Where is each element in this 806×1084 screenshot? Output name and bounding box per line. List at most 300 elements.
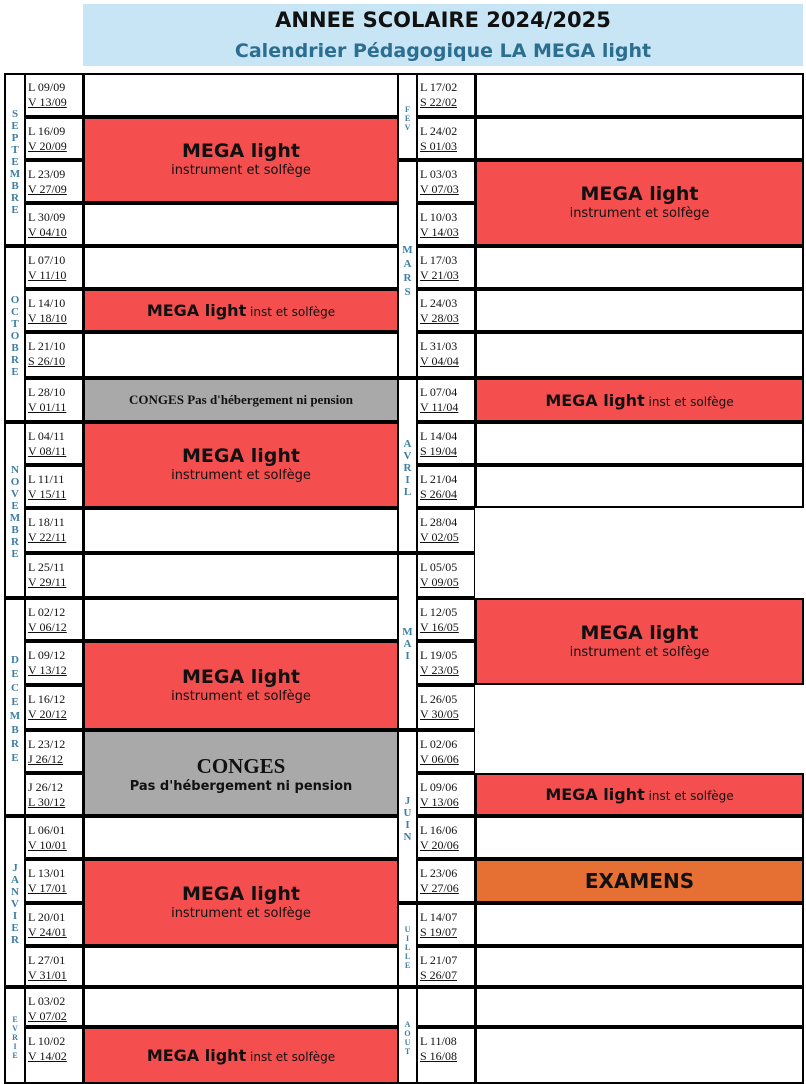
mega-light-block bbox=[475, 160, 804, 246]
month-letter: M bbox=[402, 244, 413, 256]
month-letter: R bbox=[11, 536, 19, 548]
month-letter: F bbox=[405, 105, 410, 114]
month-letter: E bbox=[11, 119, 19, 132]
week-cell-right bbox=[417, 946, 476, 987]
month-left-octobre bbox=[4, 246, 26, 422]
week-cell-left bbox=[25, 553, 84, 598]
month-letter: E bbox=[11, 203, 19, 216]
empty-cell bbox=[475, 946, 804, 987]
month-right-fevrier bbox=[397, 73, 418, 160]
page-title: ANNEE SCOLAIRE 2024/2025 bbox=[275, 8, 611, 32]
month-letter: U bbox=[403, 806, 412, 819]
month-letters bbox=[6, 294, 24, 378]
week-start: L 02/06 bbox=[420, 737, 458, 751]
mega-light-title: MEGA light bbox=[580, 183, 699, 205]
month-letter: A bbox=[403, 637, 412, 650]
month-letter: S bbox=[404, 286, 411, 298]
week-cell-left bbox=[25, 816, 84, 859]
empty-cell bbox=[475, 332, 804, 378]
week-end: V 27/09 bbox=[28, 182, 67, 196]
week-start: L 17/03 bbox=[420, 253, 458, 267]
empty-cell bbox=[83, 73, 399, 117]
mega-light-short-label bbox=[147, 301, 335, 320]
week-start: L 14/10 bbox=[28, 296, 66, 310]
week-cell-left bbox=[25, 598, 84, 641]
mega-light-title: MEGA light bbox=[181, 882, 301, 905]
month-letter: R bbox=[403, 461, 412, 474]
week-start: L 23/06 bbox=[420, 866, 458, 880]
week-end: V 06/12 bbox=[28, 620, 67, 634]
month-letter: B bbox=[11, 342, 19, 354]
month-letter: E bbox=[11, 752, 19, 764]
month-letter: L bbox=[404, 951, 411, 961]
month-left-novembre bbox=[4, 422, 26, 598]
month-letter: M bbox=[9, 710, 21, 722]
month-letter: O bbox=[10, 294, 20, 306]
week-end: J 26/12 bbox=[28, 752, 64, 766]
week-start: L 21/04 bbox=[420, 472, 458, 486]
week-end: S 26/10 bbox=[28, 354, 66, 368]
week-cell-left bbox=[25, 422, 84, 465]
week-start: L 11/11 bbox=[28, 472, 65, 486]
month-letter: C bbox=[11, 306, 19, 318]
mega-light-title: MEGA light bbox=[545, 390, 645, 410]
week-cell-left bbox=[25, 685, 84, 730]
week-end: V 01/11 bbox=[28, 400, 67, 414]
mega-light-block bbox=[83, 641, 399, 730]
week-cell-left bbox=[25, 289, 84, 332]
week-end: V 08/11 bbox=[28, 444, 67, 458]
month-letters bbox=[399, 795, 416, 843]
week-cell-right bbox=[417, 598, 476, 641]
week-start: L 28/04 bbox=[420, 515, 458, 529]
week-cell-left bbox=[25, 773, 84, 816]
week-start: L 16/09 bbox=[28, 124, 66, 138]
week-cell-left bbox=[25, 1027, 84, 1084]
week-cell-left bbox=[25, 246, 84, 289]
conges-block-short bbox=[83, 378, 399, 422]
week-end: V 07/02 bbox=[28, 1009, 67, 1023]
week-end: V 04/10 bbox=[28, 225, 67, 239]
mega-light-short-label bbox=[545, 391, 733, 410]
week-end: S 26/04 bbox=[420, 487, 458, 501]
blank-area bbox=[475, 508, 804, 553]
week-end: V 07/03 bbox=[420, 182, 459, 196]
empty-cell bbox=[475, 289, 804, 332]
week-start: J 26/12 bbox=[28, 780, 64, 794]
week-end: V 16/05 bbox=[420, 620, 459, 634]
month-right-mars bbox=[397, 160, 418, 378]
week-end: V 22/11 bbox=[28, 530, 67, 544]
mega-light-title: MEGA light bbox=[580, 621, 699, 644]
month-letters bbox=[399, 626, 416, 662]
week-start: L 04/11 bbox=[28, 429, 65, 443]
week-cell-left bbox=[25, 378, 84, 422]
month-letter: V bbox=[12, 1024, 18, 1033]
month-letter: E bbox=[11, 548, 19, 560]
week-end: V 18/10 bbox=[28, 311, 67, 325]
week-cell-right bbox=[417, 246, 476, 289]
month-letter: U bbox=[404, 924, 411, 934]
month-letter: I bbox=[405, 818, 410, 831]
week-cell-right bbox=[417, 203, 476, 246]
week-cell-left bbox=[25, 203, 84, 246]
week-end: S 26/07 bbox=[420, 968, 458, 982]
week-end: V 15/11 bbox=[28, 487, 67, 501]
empty-cell bbox=[475, 987, 804, 1027]
week-end: V 21/03 bbox=[420, 268, 459, 282]
week-end: S 19/07 bbox=[420, 925, 458, 939]
week-cell-left bbox=[25, 946, 84, 987]
month-letter: E bbox=[12, 1051, 18, 1060]
month-letter: B bbox=[11, 724, 19, 736]
month-letter: P bbox=[11, 131, 19, 144]
empty-cell bbox=[83, 246, 399, 289]
week-end: V 02/05 bbox=[420, 530, 459, 544]
header-banner bbox=[83, 4, 803, 66]
week-start: L 09/06 bbox=[420, 780, 458, 794]
month-letter: I bbox=[405, 649, 410, 662]
mega-light-subtitle: inst et solfège bbox=[246, 1050, 336, 1064]
mega-light-title: MEGA light bbox=[146, 301, 247, 320]
examens-label: EXAMENS bbox=[584, 869, 695, 893]
month-letter: I bbox=[405, 473, 410, 486]
week-end: V 14/03 bbox=[420, 225, 459, 239]
month-letter: J bbox=[404, 794, 411, 807]
page-subtitle: Calendrier Pédagogique LA MEGA light bbox=[234, 40, 652, 62]
mega-light-short-block bbox=[475, 773, 804, 816]
month-letter: R bbox=[12, 1033, 18, 1042]
week-end: V 13/06 bbox=[420, 795, 459, 809]
week-start: L 07/10 bbox=[28, 253, 66, 267]
mega-light-subtitle: instrument et solfège bbox=[569, 644, 710, 660]
month-letters bbox=[6, 108, 24, 216]
week-end: V 13/09 bbox=[28, 95, 67, 109]
week-start: L 16/12 bbox=[28, 692, 66, 706]
month-letter: L bbox=[403, 485, 412, 498]
mega-light-subtitle: instrument et solfège bbox=[171, 905, 311, 921]
month-left-janvier bbox=[4, 816, 26, 987]
month-letters bbox=[399, 925, 416, 970]
week-cell-right bbox=[417, 160, 476, 203]
week-start: L 11/08 bbox=[420, 1034, 457, 1048]
month-letter: D bbox=[11, 654, 19, 666]
month-letter: E bbox=[11, 696, 19, 708]
week-end: V 13/12 bbox=[28, 663, 67, 677]
week-cell-left bbox=[25, 332, 84, 378]
month-letter: I bbox=[405, 933, 410, 943]
month-letter: M bbox=[9, 512, 21, 524]
mega-light-short-label bbox=[147, 1046, 335, 1065]
month-letter: V bbox=[403, 449, 412, 462]
mega-light-short-block bbox=[83, 1027, 399, 1084]
month-letter: A bbox=[403, 437, 412, 450]
week-start: L 10/03 bbox=[420, 210, 458, 224]
month-letters bbox=[6, 653, 24, 765]
week-cell-right bbox=[417, 117, 476, 160]
week-end: V 09/05 bbox=[420, 575, 459, 589]
week-cell-right bbox=[417, 465, 476, 508]
blank-area bbox=[475, 685, 804, 730]
conges-block-large bbox=[83, 730, 399, 816]
week-end: V 10/01 bbox=[28, 838, 67, 852]
conges-short-label bbox=[129, 392, 353, 408]
empty-cell bbox=[83, 508, 399, 553]
month-letter: E bbox=[11, 366, 19, 378]
week-start: L 02/12 bbox=[28, 605, 66, 619]
month-letter: E bbox=[11, 668, 19, 680]
month-letters bbox=[399, 438, 416, 498]
mega-light-title: MEGA light bbox=[181, 665, 301, 688]
week-end: V 14/02 bbox=[28, 1049, 67, 1063]
week-cell-left bbox=[25, 117, 84, 160]
month-letter: I bbox=[13, 1042, 17, 1051]
week-start: L 21/07 bbox=[420, 953, 458, 967]
week-start: L 06/01 bbox=[28, 823, 66, 837]
month-letter: O bbox=[10, 330, 20, 342]
week-cell-right bbox=[417, 553, 476, 598]
week-cell-right bbox=[417, 422, 476, 465]
month-letter: L bbox=[404, 942, 411, 952]
month-left-fevrier bbox=[4, 987, 26, 1084]
month-letter: V bbox=[11, 488, 19, 500]
mega-light-subtitle: instrument et solfège bbox=[171, 688, 311, 704]
month-letter: M bbox=[402, 625, 413, 638]
week-start: L 12/05 bbox=[420, 605, 458, 619]
month-letter: N bbox=[403, 830, 412, 843]
week-end: V 27/06 bbox=[420, 881, 459, 895]
conges-subtitle: Pas d'hébergement ni pension bbox=[187, 392, 353, 407]
month-letter: M bbox=[9, 167, 21, 180]
week-cell-left bbox=[25, 730, 84, 773]
week-end: V 04/04 bbox=[420, 354, 459, 368]
month-letters bbox=[6, 1015, 24, 1060]
mega-light-title: MEGA light bbox=[181, 140, 301, 162]
month-letter: N bbox=[11, 885, 19, 898]
week-start: L 20/01 bbox=[28, 910, 66, 924]
month-letters bbox=[399, 105, 416, 132]
month-letter: R bbox=[11, 354, 19, 366]
week-end: V 31/01 bbox=[28, 968, 67, 982]
week-start: L 19/05 bbox=[420, 648, 458, 662]
week-start: L 14/07 bbox=[420, 910, 458, 924]
mega-light-short-block bbox=[475, 378, 804, 422]
week-start: L 24/03 bbox=[420, 296, 458, 310]
mega-light-title: MEGA light bbox=[146, 1046, 247, 1065]
empty-cell bbox=[83, 946, 399, 987]
week-cell-right bbox=[417, 289, 476, 332]
month-letter: S bbox=[11, 107, 19, 120]
week-end: V 20/12 bbox=[28, 707, 67, 721]
blank-area bbox=[475, 730, 804, 773]
empty-cell bbox=[475, 465, 804, 508]
empty-cell bbox=[475, 816, 804, 859]
month-letter: O bbox=[404, 1028, 411, 1038]
empty-cell bbox=[475, 903, 804, 946]
empty-cell bbox=[83, 332, 399, 378]
empty-cell bbox=[83, 987, 399, 1027]
month-letter: A bbox=[403, 258, 412, 270]
mega-light-block bbox=[475, 598, 804, 685]
month-right-juin bbox=[397, 730, 418, 903]
mega-light-title: MEGA light bbox=[545, 785, 645, 804]
week-cell-right bbox=[417, 730, 476, 773]
month-letter: I bbox=[12, 909, 18, 922]
month-letter: E bbox=[11, 500, 19, 512]
empty-cell bbox=[83, 816, 399, 859]
conges-subtitle: Pas d'hébergement ni pension bbox=[129, 778, 353, 794]
mega-light-subtitle: instrument et solfège bbox=[569, 206, 710, 221]
empty-cell bbox=[475, 73, 804, 117]
week-start: L 24/02 bbox=[420, 124, 458, 138]
empty-cell bbox=[475, 422, 804, 465]
week-start: L 18/11 bbox=[28, 515, 65, 529]
week-cell-left bbox=[25, 160, 84, 203]
mega-light-subtitle: instrument et solfège bbox=[171, 163, 311, 178]
month-letter: R bbox=[11, 191, 19, 204]
week-cell-left bbox=[25, 903, 84, 946]
week-cell-right bbox=[417, 773, 476, 816]
week-start: L 13/01 bbox=[28, 866, 66, 880]
week-cell-left bbox=[25, 465, 84, 508]
month-letter: A bbox=[404, 1019, 411, 1029]
month-right-mai bbox=[397, 553, 418, 730]
month-letter: B bbox=[11, 179, 19, 192]
empty-cell bbox=[475, 246, 804, 289]
week-start: L 30/09 bbox=[28, 210, 66, 224]
mega-light-short-block bbox=[83, 289, 399, 332]
empty-cell bbox=[83, 553, 399, 598]
week-cell-left bbox=[25, 641, 84, 685]
week-start: L 16/06 bbox=[420, 823, 458, 837]
week-cell-right bbox=[417, 73, 476, 117]
week-end: V 17/01 bbox=[28, 881, 67, 895]
month-letters bbox=[6, 464, 24, 560]
mega-light-title: MEGA light bbox=[181, 445, 301, 467]
week-end: V 28/03 bbox=[420, 311, 459, 325]
month-letter: J bbox=[12, 861, 18, 874]
empty-cell bbox=[475, 1027, 804, 1084]
week-start: L 09/12 bbox=[28, 648, 66, 662]
week-end: V 11/04 bbox=[420, 400, 459, 414]
week-end: V 30/05 bbox=[420, 707, 459, 721]
month-letter: T bbox=[11, 318, 19, 330]
week-end: S 19/04 bbox=[420, 444, 458, 458]
month-letter: T bbox=[11, 143, 19, 156]
week-cell-right bbox=[417, 1027, 476, 1084]
month-letter: R bbox=[11, 738, 19, 750]
month-letter: V bbox=[11, 897, 19, 910]
mega-light-subtitle: inst et solfège bbox=[644, 394, 734, 409]
week-end: V 11/10 bbox=[28, 268, 67, 282]
week-cell-right bbox=[417, 641, 476, 685]
month-left-decembre bbox=[4, 598, 26, 816]
month-letters bbox=[6, 862, 24, 946]
week-start: L 03/03 bbox=[420, 167, 458, 181]
week-cell-right bbox=[417, 332, 476, 378]
month-right-juillet bbox=[397, 903, 418, 987]
week-cell-left bbox=[25, 508, 84, 553]
empty-cell bbox=[475, 117, 804, 160]
week-start: L 17/02 bbox=[420, 80, 458, 94]
week-cell-left bbox=[25, 987, 84, 1027]
mega-light-subtitle: inst et solfège bbox=[246, 305, 336, 319]
month-letter: E bbox=[12, 1015, 18, 1024]
month-letter: N bbox=[11, 464, 19, 476]
week-start: L 31/03 bbox=[420, 339, 458, 353]
week-start: L 21/10 bbox=[28, 339, 66, 353]
week-end: V 20/09 bbox=[28, 139, 67, 153]
week-start: L 03/02 bbox=[28, 994, 66, 1008]
month-letters bbox=[399, 1020, 416, 1056]
week-end: V 23/05 bbox=[420, 663, 459, 677]
empty-cell bbox=[83, 598, 399, 641]
week-cell-right bbox=[417, 859, 476, 903]
week-end: V 06/06 bbox=[420, 752, 459, 766]
week-cell-left bbox=[25, 859, 84, 903]
mega-light-subtitle: instrument et solfège bbox=[171, 468, 311, 483]
month-letter: O bbox=[10, 476, 20, 488]
week-start: L 23/09 bbox=[28, 167, 66, 181]
blank-area bbox=[475, 553, 804, 598]
week-start: L 25/11 bbox=[28, 560, 65, 574]
month-letter: R bbox=[11, 933, 19, 946]
month-left-septembre bbox=[4, 73, 26, 246]
week-start: L 09/09 bbox=[28, 80, 66, 94]
month-letter: C bbox=[11, 682, 19, 694]
month-right-avril bbox=[397, 378, 418, 553]
month-letter: A bbox=[11, 873, 19, 886]
month-letter: U bbox=[404, 1037, 411, 1047]
week-start: L 28/10 bbox=[28, 385, 66, 399]
month-letter: E bbox=[11, 921, 19, 934]
week-cell-right bbox=[417, 685, 476, 730]
week-start: L 26/05 bbox=[420, 692, 458, 706]
mega-light-block bbox=[83, 117, 399, 203]
week-cell-right bbox=[417, 508, 476, 553]
mega-light-block bbox=[83, 422, 399, 508]
month-letters bbox=[399, 243, 416, 299]
mega-light-short-label bbox=[545, 785, 733, 804]
month-right-aout bbox=[397, 987, 418, 1084]
week-end: S 16/08 bbox=[420, 1049, 458, 1063]
week-start: L 07/04 bbox=[420, 385, 458, 399]
week-start: L 14/04 bbox=[420, 429, 458, 443]
week-end: S 01/03 bbox=[420, 139, 458, 153]
month-letter: E bbox=[404, 114, 411, 123]
mega-light-block bbox=[83, 859, 399, 946]
conges-title: CONGES bbox=[129, 392, 188, 407]
week-cell-left bbox=[25, 73, 84, 117]
week-cell-right bbox=[417, 816, 476, 859]
week-cell-right bbox=[417, 987, 476, 1027]
week-end: L 30/12 bbox=[28, 795, 66, 809]
month-letter: E bbox=[11, 155, 19, 168]
month-letter: E bbox=[404, 960, 411, 970]
week-start: L 27/01 bbox=[28, 953, 66, 967]
mega-light-subtitle: inst et solfège bbox=[644, 789, 734, 803]
week-end: S 22/02 bbox=[420, 95, 458, 109]
week-cell-right bbox=[417, 378, 476, 422]
month-letter: R bbox=[403, 272, 412, 284]
month-letter: B bbox=[11, 524, 19, 536]
week-start: L 05/05 bbox=[420, 560, 458, 574]
examens-block bbox=[475, 859, 804, 903]
empty-cell bbox=[83, 203, 399, 246]
month-letter: T bbox=[404, 1046, 411, 1056]
week-end: V 20/06 bbox=[420, 838, 459, 852]
week-cell-right bbox=[417, 903, 476, 946]
